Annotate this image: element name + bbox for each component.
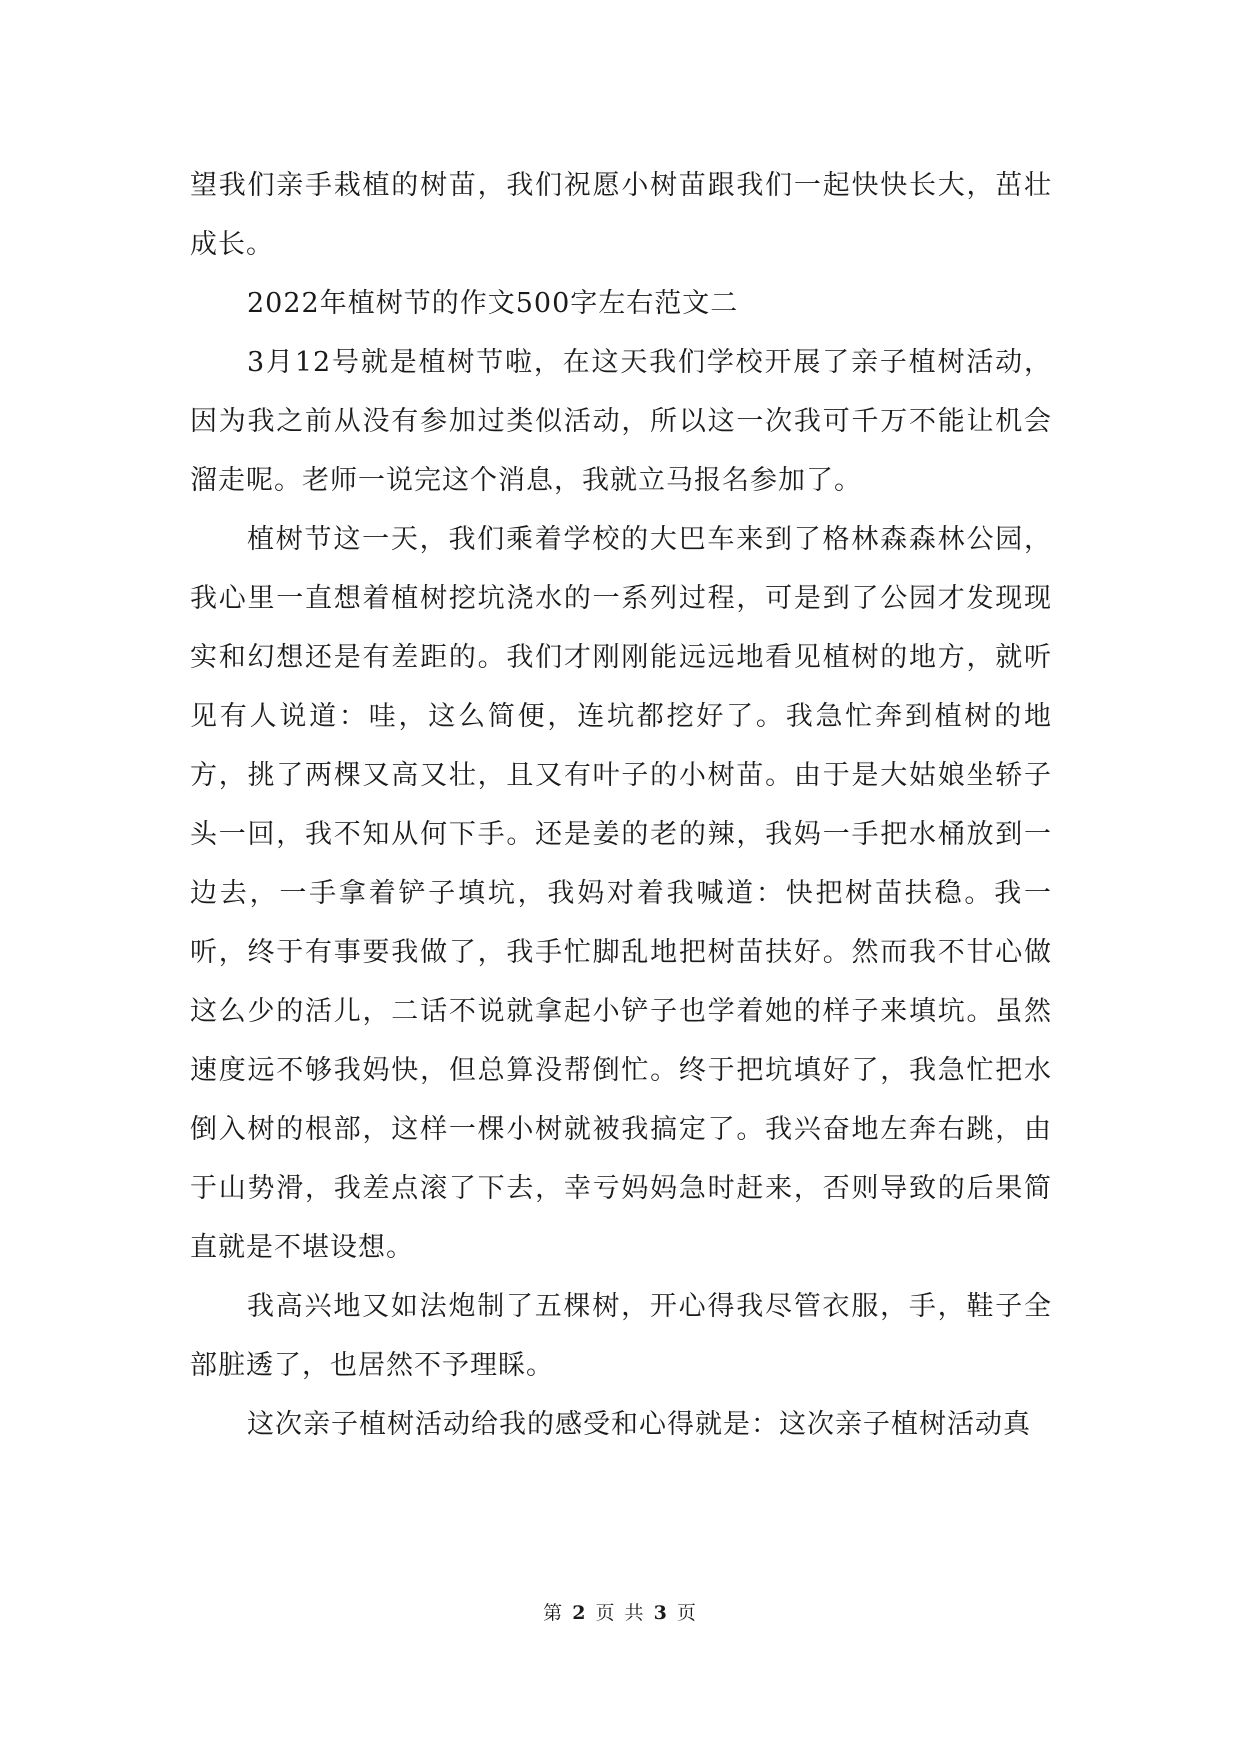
footer-suffix: 页	[676, 1602, 698, 1624]
paragraph-3: 植树节这一天，我们乘着学校的大巴车来到了格林森森林公园，我心里一直想着植树挖坑浇水的一系列过程，可是到了公园才发现现实和幻想还是有差距的。我们才刚刚能远远地看见植树的地方，就听见有人说道：哇，这么简便，连坑都挖好了。我急忙奔到植树的地方，挑了两棵又高又壮，且又有叶子的小树苗。由于是大姑娘坐轿子头一回，我不知从何下手。还是姜的老的辣，我妈一手把水桶放到一边去，一手拿着铲子填坑，我妈对着我喊道：快把树苗扶稳。我一听，终于有事要我做了，我手忙脚乱地把树苗扶好。然而我不甘心做这么少的活儿，二话不说就拿起小铲子也学着她的样子来填坑。虽然速度远不够我妈快，但总算没帮倒忙。终于把坑填好了，我急忙把水倒入树的根部，这样一棵小树就被我搞定了。我兴奋地左奔右跳，由于山势滑，我差点滚了下去，幸亏妈妈急时赶来，否则导致的后果简直就是不堪设想。	[190, 524, 1052, 1263]
section-heading: 2022年植树节的作文500字左右范文二	[247, 288, 739, 319]
paragraph-1: 望我们亲手栽植的树苗，我们祝愿小树苗跟我们一起快快长大，茁壮成长。	[190, 170, 1052, 260]
document-body	[190, 156, 1052, 1454]
paragraph-4: 我高兴地又如法炮制了五棵树，开心得我尽管衣服，手，鞋子全部脏透了，也居然不予理睬。	[190, 1291, 1052, 1381]
paragraph-5: 这次亲子植树活动给我的感受和心得就是：这次亲子植树活动真	[247, 1409, 1031, 1440]
current-page-number: 2	[572, 1602, 588, 1624]
footer-prefix: 第	[543, 1602, 565, 1624]
page-footer	[0, 1598, 1241, 1625]
footer-middle: 页 共	[595, 1602, 646, 1624]
total-pages-number: 3	[653, 1602, 669, 1624]
paragraph-2: 3月12号就是植树节啦，在这天我们学校开展了亲子植树活动，因为我之前从没有参加过类似活动，所以这一次我可千万不能让机会溜走呢。老师一说完这个消息，我就立马报名参加了。	[190, 347, 1052, 496]
